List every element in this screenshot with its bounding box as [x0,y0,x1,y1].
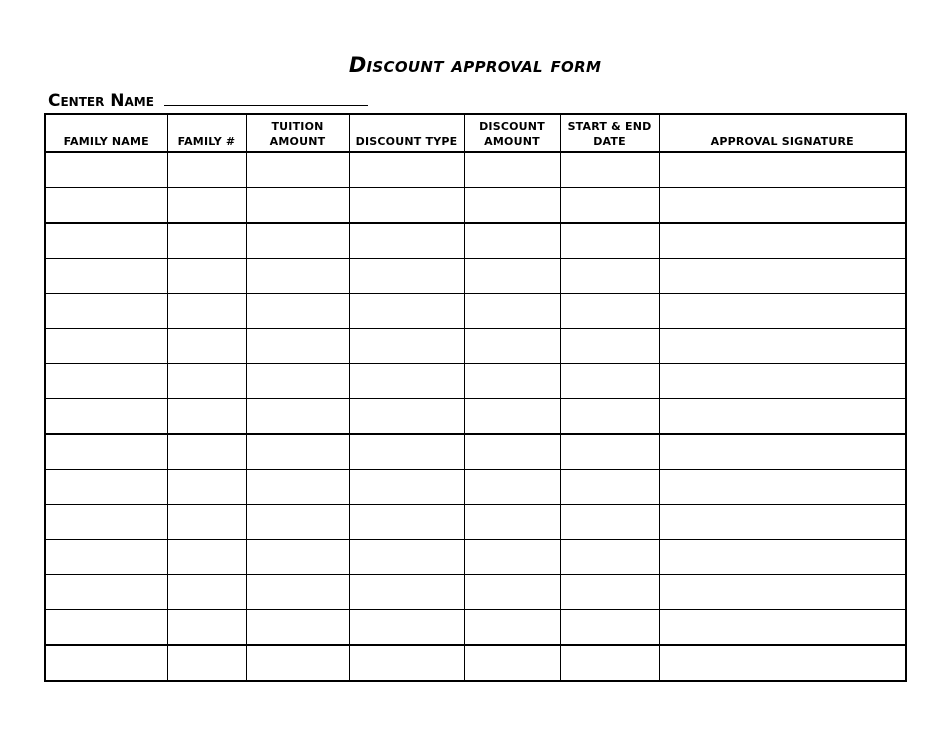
cell-family-name[interactable] [45,329,167,364]
cell-family-number[interactable] [167,364,246,399]
cell-approval-signature[interactable] [659,505,906,540]
cell-tuition-amount[interactable] [246,610,349,646]
cell-family-number[interactable] [167,294,246,329]
cell-family-name[interactable] [45,645,167,681]
cell-approval-signature[interactable] [659,329,906,364]
cell-discount-amount[interactable] [464,505,560,540]
cell-discount-type[interactable] [349,259,464,294]
cell-start-end-date[interactable] [560,364,659,399]
header-discount-amount: DISCOUNT AMOUNT [464,114,560,152]
cell-start-end-date[interactable] [560,294,659,329]
cell-family-number[interactable] [167,223,246,259]
cell-discount-amount[interactable] [464,188,560,224]
cell-discount-type[interactable] [349,505,464,540]
cell-discount-type[interactable] [349,540,464,575]
header-family-number: FAMILY # [167,114,246,152]
cell-family-name[interactable] [45,610,167,646]
cell-approval-signature[interactable] [659,399,906,435]
cell-tuition-amount[interactable] [246,329,349,364]
cell-tuition-amount[interactable] [246,259,349,294]
cell-family-name[interactable] [45,364,167,399]
table-row [45,188,906,224]
table-row [45,329,906,364]
cell-family-number[interactable] [167,505,246,540]
table-row [45,505,906,540]
header-tuition-amount: TUITION AMOUNT [246,114,349,152]
cell-discount-amount[interactable] [464,152,560,188]
cell-discount-type[interactable] [349,610,464,646]
cell-discount-amount[interactable] [464,294,560,329]
table-row [45,434,906,470]
cell-family-number[interactable] [167,152,246,188]
cell-discount-amount[interactable] [464,223,560,259]
cell-start-end-date[interactable] [560,152,659,188]
cell-family-number[interactable] [167,188,246,224]
cell-discount-amount[interactable] [464,434,560,470]
cell-discount-amount[interactable] [464,329,560,364]
cell-tuition-amount[interactable] [246,540,349,575]
cell-approval-signature[interactable] [659,540,906,575]
cell-approval-signature[interactable] [659,152,906,188]
cell-family-name[interactable] [45,470,167,505]
cell-family-number[interactable] [167,399,246,435]
form-title: Discount approval form [348,53,602,77]
cell-discount-amount[interactable] [464,470,560,505]
cell-tuition-amount[interactable] [246,364,349,399]
table-body [45,152,906,681]
table-row [45,645,906,681]
cell-tuition-amount[interactable] [246,575,349,610]
cell-start-end-date[interactable] [560,575,659,610]
cell-start-end-date[interactable] [560,505,659,540]
cell-family-number[interactable] [167,610,246,646]
cell-family-name[interactable] [45,152,167,188]
cell-family-number[interactable] [167,540,246,575]
cell-tuition-amount[interactable] [246,223,349,259]
cell-family-number[interactable] [167,329,246,364]
center-name-blank-line[interactable] [164,91,368,106]
cell-discount-amount[interactable] [464,540,560,575]
cell-approval-signature[interactable] [659,223,906,259]
header-family-name: FAMILY NAME [45,114,167,152]
cell-tuition-amount[interactable] [246,399,349,435]
table-row [45,470,906,505]
cell-discount-amount[interactable] [464,610,560,646]
cell-tuition-amount[interactable] [246,188,349,224]
cell-discount-type[interactable] [349,434,464,470]
cell-discount-type[interactable] [349,645,464,681]
cell-discount-type[interactable] [349,294,464,329]
cell-start-end-date[interactable] [560,540,659,575]
cell-discount-amount[interactable] [464,364,560,399]
header-start-end-date: START & END DATE [560,114,659,152]
cell-discount-amount[interactable] [464,259,560,294]
cell-start-end-date[interactable] [560,434,659,470]
cell-family-name[interactable] [45,223,167,259]
table-row [45,152,906,188]
cell-discount-type[interactable] [349,329,464,364]
cell-approval-signature[interactable] [659,434,906,470]
cell-approval-signature[interactable] [659,364,906,399]
cell-family-name[interactable] [45,540,167,575]
cell-discount-type[interactable] [349,399,464,435]
cell-family-number[interactable] [167,470,246,505]
cell-approval-signature[interactable] [659,188,906,224]
header-discount-type: DISCOUNT TYPE [349,114,464,152]
cell-family-name[interactable] [45,399,167,435]
cell-discount-type[interactable] [349,470,464,505]
center-name-field [48,91,368,111]
cell-approval-signature[interactable] [659,575,906,610]
cell-discount-amount[interactable] [464,575,560,610]
cell-discount-type[interactable] [349,188,464,224]
cell-approval-signature[interactable] [659,610,906,646]
table-row [45,399,906,435]
cell-discount-amount[interactable] [464,645,560,681]
header-approval-signature: APPROVAL SIGNATURE [659,114,906,152]
table-row [45,294,906,329]
cell-discount-amount[interactable] [464,399,560,435]
cell-family-name[interactable] [45,294,167,329]
cell-start-end-date[interactable] [560,470,659,505]
cell-family-name[interactable] [45,259,167,294]
cell-family-number[interactable] [167,434,246,470]
cell-family-name[interactable] [45,505,167,540]
table-row [45,259,906,294]
cell-approval-signature[interactable] [659,259,906,294]
cell-tuition-amount[interactable] [246,470,349,505]
cell-discount-type[interactable] [349,152,464,188]
center-name-label: Center Name [48,91,154,111]
cell-start-end-date[interactable] [560,610,659,646]
cell-family-number[interactable] [167,575,246,610]
cell-start-end-date[interactable] [560,645,659,681]
table-row [45,575,906,610]
cell-tuition-amount[interactable] [246,434,349,470]
cell-discount-type[interactable] [349,575,464,610]
table-row [45,540,906,575]
cell-tuition-amount[interactable] [246,294,349,329]
cell-start-end-date[interactable] [560,329,659,364]
cell-family-number[interactable] [167,259,246,294]
table-row [45,223,906,259]
table-row [45,610,906,646]
cell-start-end-date[interactable] [560,223,659,259]
cell-start-end-date[interactable] [560,399,659,435]
cell-tuition-amount[interactable] [246,505,349,540]
cell-approval-signature[interactable] [659,645,906,681]
cell-family-name[interactable] [45,434,167,470]
cell-approval-signature[interactable] [659,470,906,505]
cell-discount-type[interactable] [349,223,464,259]
cell-family-name[interactable] [45,188,167,224]
table-row [45,364,906,399]
cell-start-end-date[interactable] [560,259,659,294]
discount-approval-table [44,113,907,682]
header-row [45,114,906,152]
cell-approval-signature[interactable] [659,294,906,329]
cell-start-end-date[interactable] [560,188,659,224]
cell-family-number[interactable] [167,645,246,681]
cell-tuition-amount[interactable] [246,152,349,188]
cell-tuition-amount[interactable] [246,645,349,681]
cell-family-name[interactable] [45,575,167,610]
cell-discount-type[interactable] [349,364,464,399]
